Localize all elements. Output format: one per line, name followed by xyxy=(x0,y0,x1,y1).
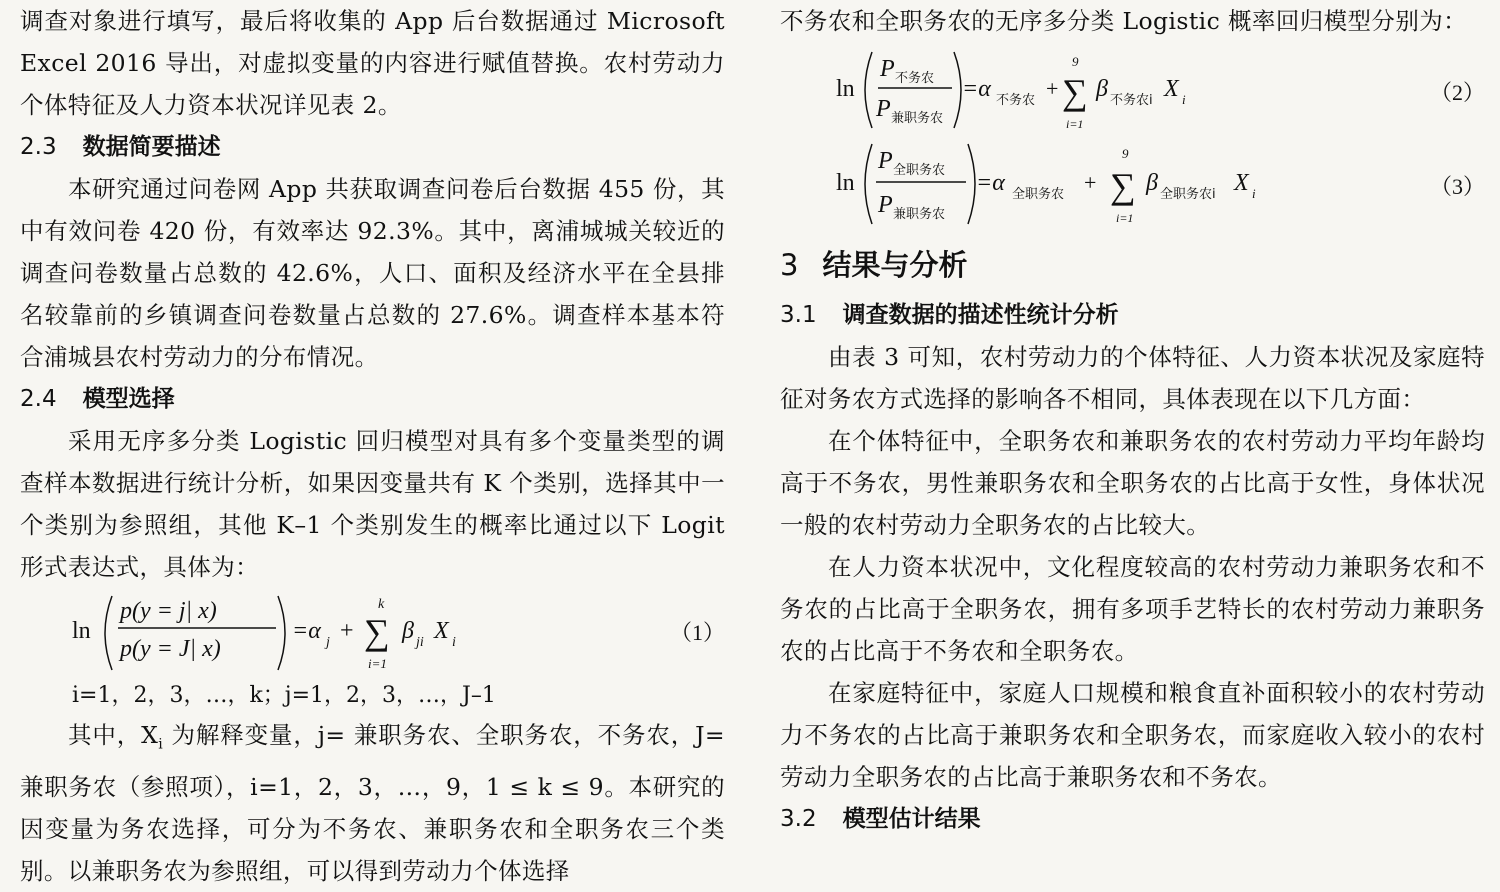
intro-paragraph: 调查对象进行填写，最后将收集的 App 后台数据通过 Microsoft Excel 2016 导出，对虚拟变量的内容进行赋值替换。农村劳动力个体特征及人力资本状况详见表 2。 xyxy=(20,7,725,119)
section-3-1-paragraph-1: 由表 3 可知，农村劳动力的个体特征、人力资本状况及家庭特征对务农方式选择的影响各不相同，具体表现在以下几方面： xyxy=(780,343,1485,413)
section-title: 模型估计结果 xyxy=(842,806,981,832)
section-3-1-heading xyxy=(780,294,1485,336)
right-paren xyxy=(954,52,961,128)
section-2-3-paragraph: 本研究通过问卷网 App 共获取调查问卷后台数据 455 份，其中有效问卷 420 份，有效率达 92.3%。其中，离浦城城关较近的调查问卷数量占总数的 42.6%，人口、面积及经济水平在全县排名较靠前的乡镇调查问卷数量占总数的 27.6%。调查样本基本符合浦城县农村劳动力的分布情况。 xyxy=(20,175,725,371)
sum-lower-limit: i=1 xyxy=(368,656,387,671)
ln-operator: ln xyxy=(72,618,91,644)
index-line: i=1，2，3，…，k；j=1，2，3，…，J–1 xyxy=(72,683,496,708)
equation-number: （3） xyxy=(1429,174,1485,199)
explanation-part-1: 其中，X xyxy=(68,721,159,749)
x-variable: X xyxy=(434,618,449,644)
section-2-4-paragraph: 采用无序多分类 Logistic 回归模型对具有多个变量类型的调查样本数据进行统计分析，如果因变量共有 K 个类别，选择其中一个类别为参照组，其他 K–1 个类别发生的概率比通过以下 Logit 形式表达式，具体为： xyxy=(20,427,725,581)
section-number: 2.3 xyxy=(20,134,57,160)
alpha: =α xyxy=(962,76,991,102)
plus-sign: + xyxy=(1046,76,1059,101)
left-paren xyxy=(865,52,872,128)
x-subscript: i xyxy=(1182,92,1186,107)
left-column xyxy=(20,0,725,892)
equation-number: （2） xyxy=(1429,80,1485,105)
sum-sign: ∑ xyxy=(364,612,390,652)
denominator-subscript: 兼职务农 xyxy=(891,111,944,126)
sum-upper-limit: 9 xyxy=(1072,54,1079,69)
left-paren xyxy=(865,144,872,224)
section-title: 模型选择 xyxy=(82,386,175,412)
alpha-subscript: 不务农 xyxy=(996,93,1036,108)
sum-upper-limit: 9 xyxy=(1122,146,1129,161)
section-number: 3.2 xyxy=(780,806,817,832)
section-number: 2.4 xyxy=(20,386,57,412)
explanation-part-2: 为解释变量，j= 兼职务农、全职务农，不务农，J= 兼职务农（参照项），i=1，2，3，…，9，1 ≤ k ≤ 9。本研究的因变量为务农选择，可分为不务农、兼职务农和全职务农三个类别。以兼职务农为参照组，可以得到劳动力个体选择 xyxy=(20,721,725,885)
sum-lower-limit: i=1 xyxy=(1066,117,1084,131)
equation-3 xyxy=(780,134,1485,230)
alpha: =α xyxy=(292,618,321,644)
equation-2 xyxy=(780,42,1485,134)
right-paren xyxy=(278,596,285,670)
ln-operator: ln xyxy=(836,76,855,102)
numerator-subscript: 全职务农 xyxy=(893,163,946,178)
x-subscript: i xyxy=(452,635,456,650)
beta: β xyxy=(1146,170,1158,196)
beta: β xyxy=(1096,76,1108,102)
right-paren xyxy=(968,144,975,224)
section-3-1-paragraph-4: 在家庭特征中，家庭人口规模和粮食直补面积较小的农村劳动力不务农的占比高于兼职务农和全职务农，而家庭收入较小的农村劳动力全职务农的占比高于兼职务农和不务农。 xyxy=(780,679,1485,791)
section-title: 数据简要描述 xyxy=(82,134,221,160)
equation-1 xyxy=(20,588,725,678)
equation-1-formula xyxy=(20,588,480,678)
beta-subscript: ji xyxy=(416,635,424,650)
sum-upper-limit: k xyxy=(378,597,385,612)
explanation-subscript: i xyxy=(158,736,164,753)
alpha-subscript: 全职务农 xyxy=(1012,187,1065,202)
right-column xyxy=(780,0,1485,840)
section-3-1-paragraph-3: 在人力资本状况中，文化程度较高的农村劳动力兼职务农和不务农的占比高于全职务农，拥有多项手艺特长的农村劳动力兼职务农的占比高于不务农和全职务农。 xyxy=(780,553,1485,665)
x-variable: X xyxy=(1234,170,1249,196)
section-number: 3.1 xyxy=(780,302,817,328)
section-2-3-heading xyxy=(20,126,725,168)
section-title: 调查数据的描述性统计分析 xyxy=(842,302,1119,328)
beta-subscript: 全职务农i xyxy=(1160,187,1216,202)
numerator-p: P xyxy=(878,148,893,174)
x-subscript: i xyxy=(1252,186,1256,201)
denominator-p: P xyxy=(878,192,893,218)
equation-3-formula xyxy=(780,134,1280,230)
plus-sign: + xyxy=(1084,170,1097,195)
numerator: p(y = j| x) xyxy=(120,598,217,624)
left-paren xyxy=(105,596,112,670)
ln-operator: ln xyxy=(836,170,855,196)
chapter-title: 结果与分析 xyxy=(822,248,968,282)
model-intro-line: 不务农和全职务农的无序多分类 Logistic 概率回归模型分别为： xyxy=(780,7,1468,35)
equation-2-formula xyxy=(780,42,1260,134)
denominator-subscript: 兼职务农 xyxy=(893,207,946,222)
explanation-paragraph xyxy=(20,714,725,892)
alpha: =α xyxy=(976,170,1005,196)
sum-lower-limit: i=1 xyxy=(1116,211,1134,225)
beta: β xyxy=(402,618,414,644)
denominator: p(y = J| x) xyxy=(120,636,221,662)
numerator-subscript: 不务农 xyxy=(895,71,935,86)
plus-sign: + xyxy=(340,618,354,644)
chapter-3-heading xyxy=(780,236,1485,294)
section-2-4-heading xyxy=(20,378,725,420)
chapter-number: 3 xyxy=(780,248,799,282)
sum-sign: ∑ xyxy=(1110,166,1136,206)
beta-subscript: 不务农i xyxy=(1110,93,1153,108)
numerator-p: P xyxy=(880,56,895,82)
x-variable: X xyxy=(1164,76,1179,102)
equation-number: （1） xyxy=(669,620,725,645)
sum-sign: ∑ xyxy=(1062,72,1088,112)
alpha-subscript: j xyxy=(326,635,330,650)
denominator-p: P xyxy=(876,96,891,122)
section-3-2-heading xyxy=(780,798,1485,840)
section-3-1-paragraph-2: 在个体特征中，全职务农和兼职务农的农村劳动力平均年龄均高于不务农，男性兼职务农和全职务农的占比高于女性，身体状况一般的农村劳动力全职务农的占比较大。 xyxy=(780,427,1485,539)
